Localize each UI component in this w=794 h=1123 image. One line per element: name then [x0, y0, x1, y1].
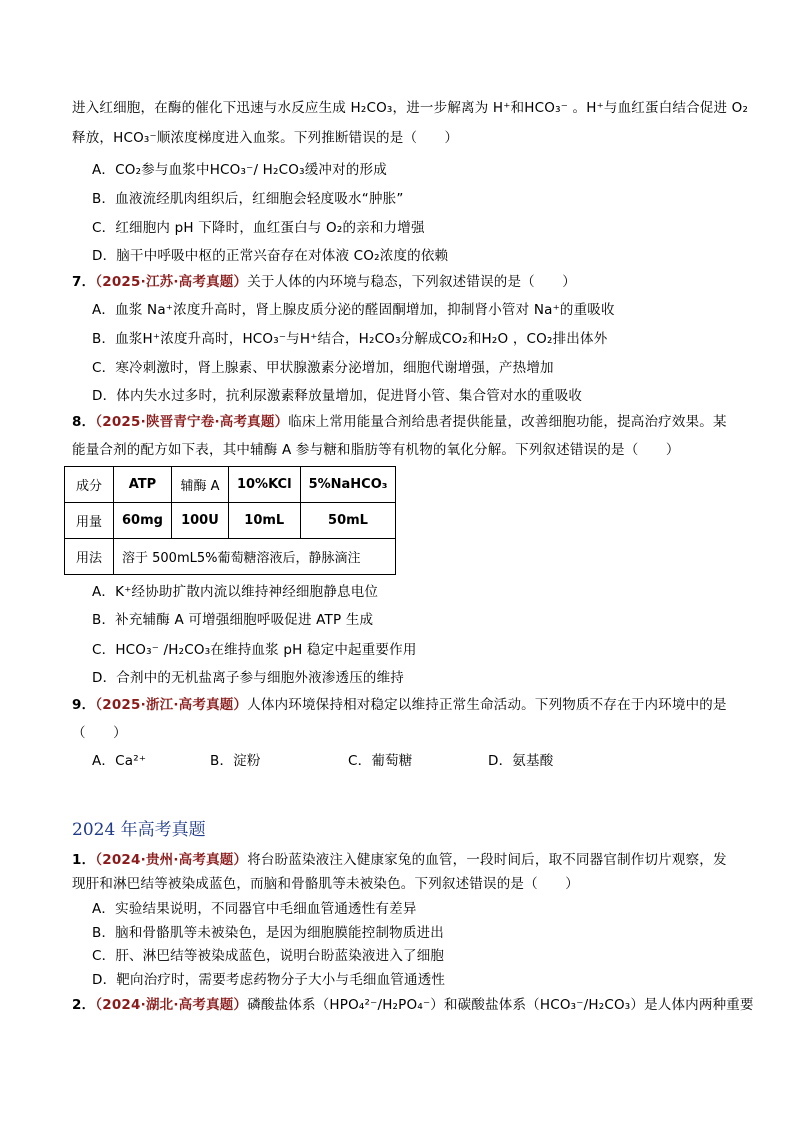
table-cell: 成分: [65, 467, 114, 503]
p1-option-b: B．脑和骨骼肌等未被染色，是因为细胞膜能控制物质进出: [92, 925, 444, 941]
table-cell: 50mL: [300, 503, 396, 539]
table-cell: 100U: [171, 503, 228, 539]
p1-number: 1．: [72, 852, 96, 868]
q8-stem-text1: 临床上常用能量合剂给患者提供能量，改善细胞功能，提高治疗效果。某: [288, 414, 727, 430]
q7-option-a: A．血浆 Na⁺浓度升高时，肾上腺皮质分泌的醛固酮增加，抑制肾小管对 Na⁺的重吸收: [92, 302, 615, 318]
p1-option-d: D．靶向治疗时，需要考虑药物分子大小与毛细血管通透性: [92, 972, 446, 988]
q8-stem-line2: 能量合剂的配方如下表，其中辅酶 A 参与糖和脂肪等有机物的氧化分解。下列叙述错误的是（ ）: [72, 442, 680, 458]
table-cell: 用量: [65, 503, 114, 539]
q6-stem-line1: 进入红细胞，在酶的催化下迅速与水反应生成 H₂CO₃，进一步解离为 H⁺和HCO₃⁻ 。H⁺与血红蛋白结合促进 O₂: [72, 100, 749, 116]
q8-option-a: A．K⁺经协助扩散内流以维持神经细胞静息电位: [92, 584, 379, 600]
q7-option-d: D．体内失水过多时，抗利尿激素释放量增加，促进肾小管、集合管对水的重吸收: [92, 388, 583, 404]
q9-option-b: B．淀粉: [210, 753, 261, 769]
q7-number: 7．: [72, 274, 96, 290]
q6-option-d: D．脑干中呼吸中枢的正常兴奋存在对体液 CO₂浓度的依赖: [92, 248, 449, 264]
table-row: [65, 539, 396, 575]
q9-option-d: D．氨基酸: [488, 753, 554, 769]
q9-number: 9．: [72, 697, 96, 713]
p1-source: （2024·贵州·高考真题）: [95, 852, 248, 868]
table-cell: 60mg: [114, 503, 172, 539]
q7-option-b: B．血浆H⁺浓度升高时，HCO₃⁻与H⁺结合，H₂CO₃分解成CO₂和H₂O ，CO₂排出体外: [92, 331, 608, 347]
p1-option-a: A．实验结果说明，不同器官中毛细血管通透性有差异: [92, 901, 417, 917]
q8-stem-line1: [72, 412, 727, 432]
q9-stem: [72, 695, 727, 715]
q8-option-b: B．补充辅酶 A 可增强细胞呼吸促进 ATP 生成: [92, 612, 374, 628]
p2-number: 2．: [72, 997, 96, 1013]
p1-stem-text1: 将台盼蓝染液注入健康家兔的血管，一段时间后，取不同器官制作切片观察，发: [247, 852, 727, 868]
q9-stem-text: 人体内环境保持相对稳定以维持正常生命活动。下列物质不存在于内环境中的是: [247, 697, 727, 713]
q6-option-c: C．红细胞内 pH 下降时，血红蛋白与 O₂的亲和力增强: [92, 220, 425, 236]
table-cell: 5%NaHCO₃: [300, 467, 396, 503]
q7-option-c: C．寒冷刺激时，肾上腺素、甲状腺激素分泌增加，细胞代谢增强，产热增加: [92, 360, 554, 376]
q7-stem-text: 关于人体的内环境与稳态，下列叙述错误的是（ ）: [247, 274, 576, 290]
q9-option-a: A．Ca²⁺: [92, 753, 147, 769]
p1-stem-line1: [72, 850, 727, 870]
p2-stem: [72, 995, 754, 1015]
q6-option-b: B．血液流经肌肉组织后，红细胞会轻度吸水“肿胀”: [92, 191, 404, 207]
q9-source: （2025·浙江·高考真题）: [95, 697, 248, 713]
table-cell: 辅酶 A: [171, 467, 228, 503]
table-cell: 用法: [65, 539, 114, 575]
table-cell: ATP: [114, 467, 172, 503]
table-row: [65, 503, 396, 539]
q8-option-c: C．HCO₃⁻ /H₂CO₃在维持血浆 pH 稳定中起重要作用: [92, 642, 417, 658]
q9-option-c: C．葡萄糖: [348, 753, 413, 769]
p2-stem-text: 磷酸盐体系（HPO₄²⁻/H₂PO₄⁻）和碳酸盐体系（HCO₃⁻/H₂CO₃）是人体内两种重要: [247, 997, 754, 1013]
table-row: [65, 467, 396, 503]
p2-source: （2024·湖北·高考真题）: [95, 997, 248, 1013]
section-heading: 2024 年高考真题: [72, 820, 206, 840]
q9-stem-line2: （ ）: [72, 725, 127, 741]
q7-source: （2025·江苏·高考真题）: [95, 274, 248, 290]
ingredient-table: [64, 466, 396, 575]
q6-option-a: A．CO₂参与血浆中HCO₃⁻/ H₂CO₃缓冲对的形成: [92, 162, 387, 178]
table-cell: 10%KCl: [228, 467, 300, 503]
table-cell: 溶于 500mL5%葡萄糖溶液后，静脉滴注: [114, 539, 396, 575]
table-cell: 10mL: [228, 503, 300, 539]
q8-option-d: D．合剂中的无机盐离子参与细胞外液渗透压的维持: [92, 670, 404, 686]
q8-number: 8．: [72, 414, 96, 430]
q6-stem-line2: 释放，HCO₃⁻顺浓度梯度进入血浆。下列推断错误的是（ ）: [72, 130, 459, 146]
p1-option-c: C．肝、淋巴结等被染成蓝色，说明台盼蓝染液进入了细胞: [92, 948, 445, 964]
q8-source: （2025·陕晋青宁卷·高考真题）: [95, 414, 289, 430]
q7-stem: [72, 272, 576, 292]
p1-stem-line2: 现肝和淋巴结等被染成蓝色，而脑和骨骼肌等未被染色。下列叙述错误的是（ ）: [72, 876, 579, 892]
